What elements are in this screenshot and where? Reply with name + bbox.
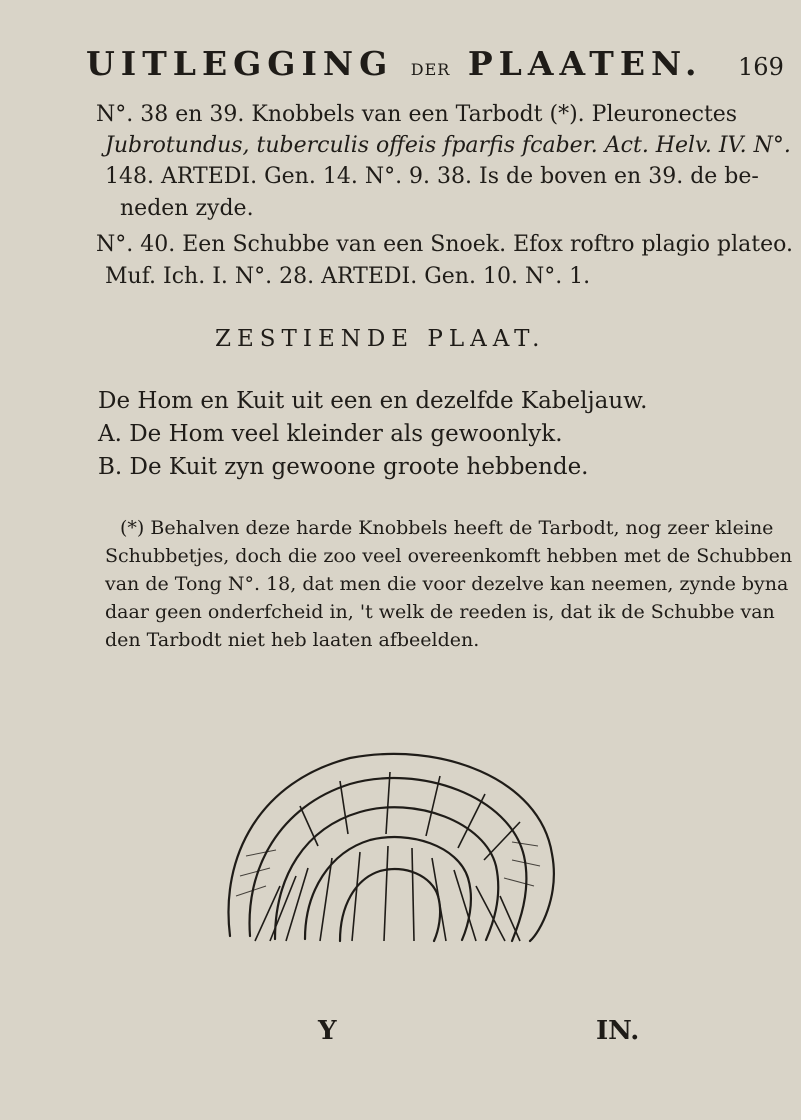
running-header bbox=[86, 44, 784, 84]
body-line: 148. ARTEDI. Gen. 14. N°. 9. 38. Is de boven en 39. de be- bbox=[105, 164, 759, 189]
section-line: B. De Kuit zyn gewoone groote hebbende. bbox=[98, 454, 589, 480]
catchword-right: IN. bbox=[596, 1016, 640, 1046]
body-line: N°. 40. Een Schubbe van een Snoek. Efox roftro plagio plateo. bbox=[96, 232, 793, 257]
section-line: A. De Hom veel kleinder als gewoonlyk. bbox=[98, 421, 563, 447]
fish-scale-figure bbox=[200, 736, 582, 948]
page-number: 169 bbox=[738, 53, 784, 81]
header-title-a: UITLEGGING bbox=[86, 44, 394, 83]
body-line: Jubrotundus, tuberculis offeis fparfis fcaber. Act. Helv. IV. N°. bbox=[105, 133, 791, 158]
header-title-b: DER bbox=[410, 60, 451, 79]
body-line: N°. 38 en 39. Knobbels van een Tarbodt (*). Pleuronectes bbox=[96, 102, 738, 127]
footnote-line: den Tarbodt niet heb laaten afbeelden. bbox=[105, 629, 480, 651]
header-title-c: PLAATEN. bbox=[467, 44, 703, 83]
footnote-line: van de Tong N°. 18, dat men die voor dezelve kan neemen, zynde byna bbox=[105, 573, 789, 595]
footnote-line: (*) Behalven deze harde Knobbels heeft de Tarbodt, nog zeer kleine bbox=[120, 517, 774, 539]
footnote-line: Schubbetjes, doch die zoo veel overeenkomft hebben met de Schubben bbox=[105, 545, 793, 567]
fish-scale-engraving-icon bbox=[200, 736, 582, 948]
body-line: neden zyde. bbox=[120, 196, 254, 221]
footnote-line: daar geen onderfcheid in, 't welk de reeden is, dat ik de Schubbe van bbox=[105, 601, 775, 623]
body-line: Muf. Ich. I. N°. 28. ARTEDI. Gen. 10. N°. 1. bbox=[105, 264, 591, 289]
section-title: ZESTIENDE PLAAT. bbox=[215, 326, 546, 352]
catchword-left: Y bbox=[318, 1016, 337, 1046]
section-line: De Hom en Kuit uit een en dezelfde Kabeljauw. bbox=[98, 388, 648, 414]
